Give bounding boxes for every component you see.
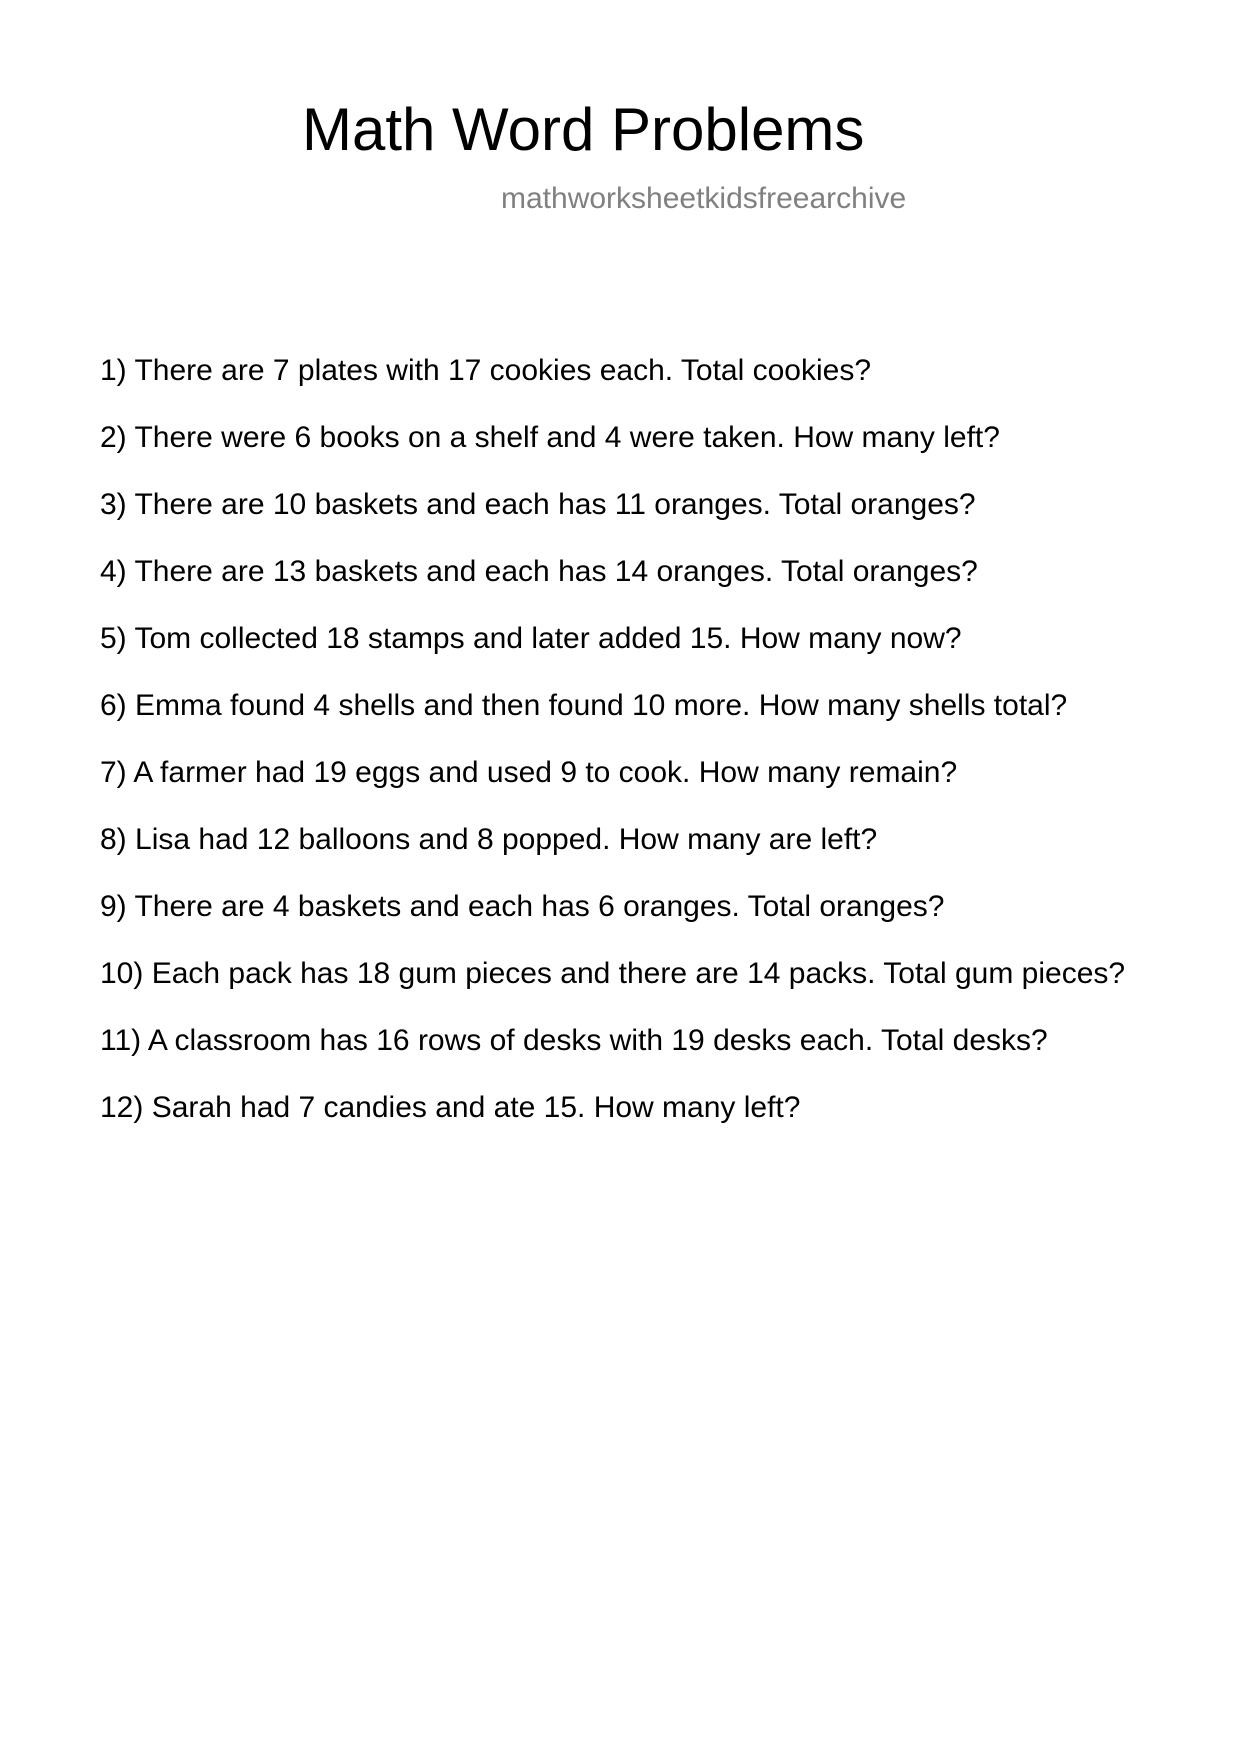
problem-item: 3) There are 10 baskets and each has 11 oranges. Total oranges? xyxy=(100,488,976,521)
page-title: Math Word Problems xyxy=(302,96,865,163)
problem-item: 9) There are 4 baskets and each has 6 oranges. Total oranges? xyxy=(100,890,945,923)
problem-list xyxy=(100,350,1142,1154)
problem-item: 11) A classroom has 16 rows of desks with 19 desks each. Total desks? xyxy=(100,1024,1048,1057)
problem-item: 10) Each pack has 18 gum pieces and there are 14 packs. Total gum pieces? xyxy=(100,957,1126,990)
problem-item: 12) Sarah had 7 candies and ate 15. How many left? xyxy=(100,1091,801,1124)
problem-item: 8) Lisa had 12 balloons and 8 popped. How many are left? xyxy=(100,823,878,856)
problem-item: 5) Tom collected 18 stamps and later added 15. How many now? xyxy=(100,622,962,655)
problem-item: 2) There were 6 books on a shelf and 4 were taken. How many left? xyxy=(100,421,1000,454)
problem-item: 6) Emma found 4 shells and then found 10 more. How many shells total? xyxy=(100,689,1068,722)
problem-item: 4) There are 13 baskets and each has 14 oranges. Total oranges? xyxy=(100,555,978,588)
problem-item: 7) A farmer had 19 eggs and used 9 to cook. How many remain? xyxy=(100,756,958,789)
problem-item: 1) There are 7 plates with 17 cookies each. Total cookies? xyxy=(100,354,872,387)
source-subtitle: mathworksheetkidsfreearchive xyxy=(501,182,907,215)
